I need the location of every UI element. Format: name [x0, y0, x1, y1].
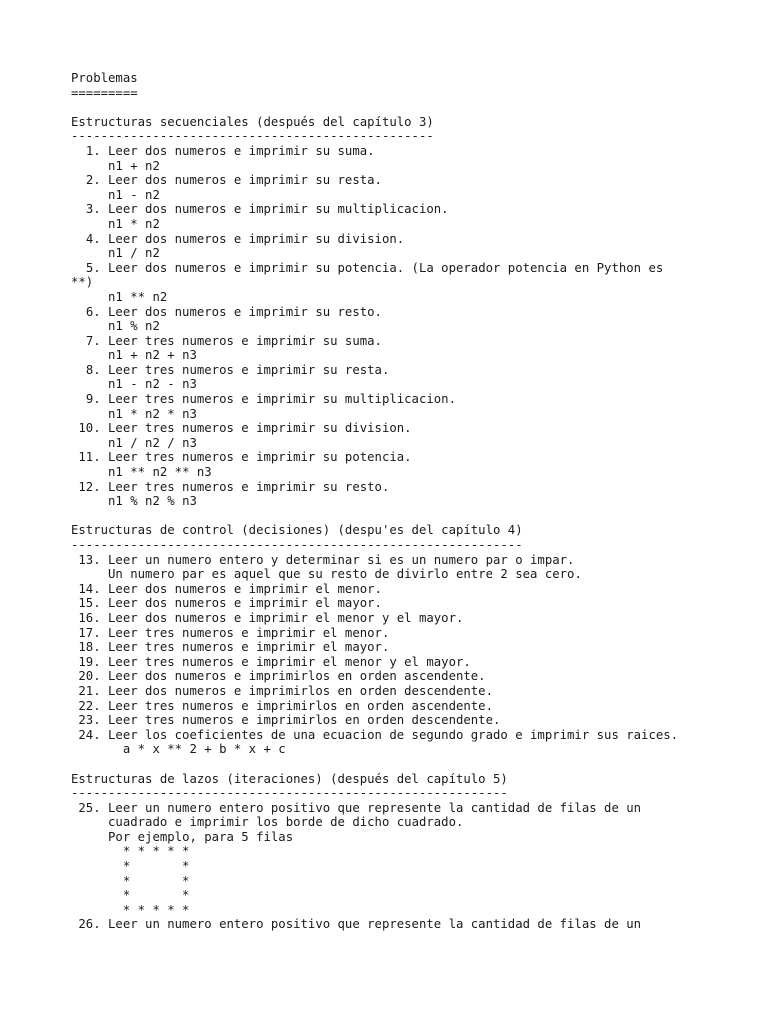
line-indent — [71, 290, 108, 304]
line-text: n1 / n2 — [108, 246, 160, 261]
line-text: * * * * * — [122, 844, 190, 859]
line-text: ------------------------------------------------------------- — [71, 538, 523, 552]
line-text: 17. Leer tres numeros e imprimir el menor. — [78, 625, 390, 640]
document-line — [0, 567, 768, 582]
line-text: 6. Leer dos numeros e imprimir su resto. — [85, 304, 382, 319]
line-text: 20. Leer dos numeros e imprimirlos en orden ascendente. — [78, 669, 486, 684]
line-text: 22. Leer tres numeros e imprimirlos en orden ascendente. — [78, 698, 493, 713]
document-line — [0, 465, 768, 480]
line-text: n1 + n2 + n3 — [108, 348, 197, 363]
document-line — [0, 742, 768, 757]
problem-document — [0, 71, 768, 932]
document-line — [0, 100, 768, 115]
document-line — [0, 363, 768, 378]
line-text: 12. Leer tres numeros e imprimir su resto. — [78, 479, 390, 494]
line-text: 16. Leer dos numeros e imprimir el menor y el mayor. — [78, 610, 464, 625]
document-line — [0, 830, 768, 845]
line-indent — [71, 830, 108, 844]
line-indent — [71, 363, 86, 377]
document-line — [0, 859, 768, 874]
line-text: n1 % n2 % n3 — [108, 494, 197, 509]
document-line — [0, 626, 768, 641]
line-text: Problemas — [71, 71, 138, 85]
document-line — [0, 874, 768, 889]
line-text: n1 + n2 — [108, 158, 160, 173]
document-line — [0, 202, 768, 217]
line-indent — [71, 159, 108, 173]
document-line — [0, 611, 768, 626]
document-line — [0, 523, 768, 538]
line-indent — [71, 815, 108, 829]
line-indent — [71, 742, 123, 756]
line-text: cuadrado e imprimir los borde de dicho cuadrado. — [108, 815, 464, 830]
document-line — [0, 757, 768, 772]
line-text: n1 ** n2 — [108, 289, 168, 304]
document-line — [0, 669, 768, 684]
line-text: 2. Leer dos numeros e imprimir su resta. — [85, 173, 382, 188]
line-text: 13. Leer un numero entero y determinar si es un numero par o impar. — [78, 552, 575, 567]
line-text: 11. Leer tres numeros e imprimir su potencia. — [78, 450, 412, 465]
line-indent — [71, 305, 86, 319]
line-text: Estructuras secuenciales (después del capítulo 3) — [71, 114, 434, 129]
document-line — [0, 115, 768, 130]
document-line — [0, 815, 768, 830]
line-text: ----------------------------------------------------------- — [71, 786, 508, 801]
line-text: ========= — [71, 85, 138, 100]
line-text: 21. Leer dos numeros e imprimirlos en orden descendente. — [78, 683, 493, 698]
line-indent — [71, 202, 86, 216]
document-line — [0, 917, 768, 932]
line-text: n1 / n2 / n3 — [108, 435, 197, 450]
document-line — [0, 728, 768, 743]
line-text: n1 - n2 — [108, 187, 160, 202]
document-line — [0, 129, 768, 144]
line-text: Por ejemplo, para 5 filas — [108, 829, 294, 844]
line-text: Estructuras de control (decisiones) (despu'es del capítulo 4) — [71, 523, 523, 538]
document-line — [0, 290, 768, 305]
document-line — [0, 786, 768, 801]
document-line — [0, 480, 768, 495]
line-text: Un numero par es aquel que su resto de divirlo entre 2 sea cero. — [108, 567, 582, 582]
document-line — [0, 844, 768, 859]
document-line — [0, 450, 768, 465]
line-text: **) — [71, 275, 94, 290]
line-text: 23. Leer tres numeros e imprimirlos en orden descendente. — [78, 713, 501, 728]
line-text: 15. Leer dos numeros e imprimir el mayor. — [78, 596, 382, 611]
line-indent — [71, 261, 86, 275]
line-indent — [71, 232, 86, 246]
line-indent — [71, 334, 86, 348]
document-line — [0, 699, 768, 714]
document-line — [0, 232, 768, 247]
line-text: n1 * n2 * n3 — [108, 406, 197, 421]
line-text: a * x ** 2 + b * x + c — [122, 742, 286, 757]
line-indent — [71, 567, 108, 581]
line-text: n1 % n2 — [108, 319, 160, 334]
line-indent — [71, 392, 86, 406]
line-text: 5. Leer dos numeros e imprimir su potencia. (La operador potencia en Python es — [85, 260, 664, 275]
line-text: ------------------------------------------------- — [71, 129, 434, 144]
document-line — [0, 903, 768, 918]
line-text: n1 * n2 — [108, 216, 160, 231]
document-line — [0, 319, 768, 334]
document-line — [0, 71, 768, 86]
line-text: 4. Leer dos numeros e imprimir su division. — [85, 231, 405, 246]
line-text: 19. Leer tres numeros e imprimir el menor y el mayor. — [78, 654, 471, 669]
document-line — [0, 348, 768, 363]
document-line — [0, 86, 768, 101]
line-indent — [71, 319, 108, 333]
document-line — [0, 217, 768, 232]
line-text: n1 - n2 - n3 — [108, 377, 197, 392]
line-text: 26. Leer un numero entero positivo que represente la cantidad de filas de un — [78, 917, 642, 932]
line-indent — [71, 859, 123, 873]
line-text: 18. Leer tres numeros e imprimir el mayor. — [78, 640, 390, 655]
document-line — [0, 538, 768, 553]
document-line — [0, 582, 768, 597]
document-line — [0, 553, 768, 568]
document-line — [0, 640, 768, 655]
line-text: 3. Leer dos numeros e imprimir su multiplicacion. — [85, 202, 449, 217]
document-line — [0, 334, 768, 349]
line-text: * * — [122, 873, 190, 888]
line-indent — [71, 173, 86, 187]
document-line — [0, 801, 768, 816]
line-text: 9. Leer tres numeros e imprimir su multiplicacion. — [85, 392, 456, 407]
document-line — [0, 596, 768, 611]
line-text: 25. Leer un numero entero positivo que represente la cantidad de filas de un — [78, 800, 642, 815]
document-line — [0, 188, 768, 203]
document-line — [0, 246, 768, 261]
document-line — [0, 713, 768, 728]
line-indent — [71, 436, 108, 450]
document-line — [0, 407, 768, 422]
line-indent — [71, 217, 108, 231]
line-text: 7. Leer tres numeros e imprimir su suma. — [85, 333, 382, 348]
line-indent — [71, 494, 108, 508]
document-line — [0, 261, 768, 276]
line-text: 10. Leer tres numeros e imprimir su division. — [78, 421, 412, 436]
line-text: 14. Leer dos numeros e imprimir el menor. — [78, 581, 382, 596]
line-indent — [71, 144, 86, 158]
line-text: 8. Leer tres numeros e imprimir su resta. — [85, 362, 390, 377]
line-text: n1 ** n2 ** n3 — [108, 465, 212, 480]
document-line — [0, 421, 768, 436]
line-indent — [71, 377, 108, 391]
line-text: * * * * * — [122, 902, 190, 917]
line-indent — [71, 874, 123, 888]
document-line — [0, 436, 768, 451]
document-line — [0, 377, 768, 392]
document-line — [0, 655, 768, 670]
line-indent — [71, 465, 108, 479]
document-line — [0, 888, 768, 903]
line-indent — [71, 844, 123, 858]
line-indent — [71, 348, 108, 362]
document-line — [0, 772, 768, 787]
line-text: * * — [122, 888, 190, 903]
document-line — [0, 392, 768, 407]
line-indent — [71, 903, 123, 917]
document-line — [0, 684, 768, 699]
document-line — [0, 144, 768, 159]
document-line — [0, 275, 768, 290]
document-line — [0, 509, 768, 524]
line-indent — [71, 407, 108, 421]
line-text: 24. Leer los coeficientes de una ecuacion de segundo grado e imprimir sus raices. — [78, 727, 679, 742]
document-line — [0, 305, 768, 320]
line-indent — [71, 246, 108, 260]
line-text: * * — [122, 859, 190, 874]
line-indent — [71, 188, 108, 202]
document-line — [0, 173, 768, 188]
line-text: 1. Leer dos numeros e imprimir su suma. — [85, 143, 375, 158]
line-text: Estructuras de lazos (iteraciones) (después del capítulo 5) — [71, 771, 508, 786]
document-line — [0, 159, 768, 174]
line-indent — [71, 888, 123, 902]
document-line — [0, 494, 768, 509]
